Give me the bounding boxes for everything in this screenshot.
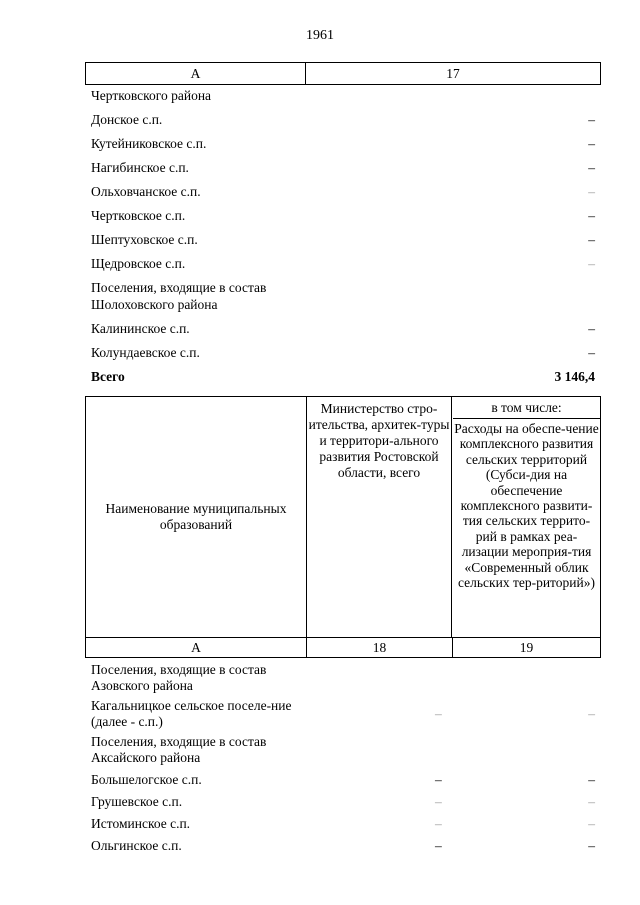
column-header-a: А xyxy=(86,638,307,657)
table-row xyxy=(85,183,601,200)
row-value-18: – xyxy=(435,838,442,853)
table-row xyxy=(85,255,601,272)
row-name: Большелогское с.п. xyxy=(91,772,202,787)
column-header-18: 18 xyxy=(307,638,453,657)
table-row xyxy=(85,772,601,788)
column-numbers-row xyxy=(85,637,601,658)
header-municipalities: Наименование муниципальных образований xyxy=(86,397,307,637)
row-value-18: – xyxy=(435,772,442,787)
row-value-18: – xyxy=(435,794,442,809)
table-row xyxy=(85,344,601,361)
row-name: Ольгинское с.п. xyxy=(91,838,182,853)
row-name: Ольховчанское с.п. xyxy=(91,184,201,199)
row-name: Чертковского района xyxy=(91,88,212,103)
row-value: – xyxy=(588,184,595,199)
table-row xyxy=(85,111,601,128)
row-name: Щедровское с.п. xyxy=(91,256,186,271)
table-row xyxy=(85,698,601,730)
row-value-19: – xyxy=(588,838,595,853)
table-continuation xyxy=(85,62,601,385)
table-row xyxy=(85,87,601,104)
row-name: Кутейниковское с.п. xyxy=(91,136,207,151)
row-value-19: – xyxy=(588,706,595,721)
row-value: – xyxy=(588,160,595,175)
row-name: Калининское с.п. xyxy=(91,321,190,336)
row-name: Истоминское с.п. xyxy=(91,816,191,831)
table-header xyxy=(85,396,601,637)
table-row xyxy=(85,838,601,854)
row-value: – xyxy=(588,136,595,151)
table-row xyxy=(85,135,601,152)
row-value: – xyxy=(588,232,595,247)
table-row xyxy=(85,734,601,766)
table-row xyxy=(85,794,601,810)
row-name: Поселения, входящие в состав Аксайского района xyxy=(91,734,267,765)
table-row xyxy=(85,159,601,176)
header-expenses: Расходы на обеспе-чение комплексного развития сельских территорий (Субси-дия на обеспечение комплексного развити-тия сельских террито-рий в рамках реа-лизации мероприя-тия «Современный облик сельских тер-риторий») xyxy=(454,421,599,591)
row-name: Грушевское с.п. xyxy=(91,794,183,809)
budget-table xyxy=(85,396,601,854)
table-row xyxy=(85,320,601,337)
row-value-19: – xyxy=(588,794,595,809)
row-name: Поселения, входящие в состав Азовского района xyxy=(91,662,267,693)
total-value: 3 146,4 xyxy=(554,369,595,384)
column-header-17: 17 xyxy=(446,66,460,81)
column-header-a: А xyxy=(86,63,306,84)
row-value-18: – xyxy=(435,816,442,831)
row-value: – xyxy=(588,321,595,336)
row-value: – xyxy=(588,208,595,223)
row-value: – xyxy=(588,345,595,360)
row-name: Кагальницкое сельское поселе-ние (далее - с.п.) xyxy=(91,698,292,729)
row-value-19: – xyxy=(588,772,595,787)
header-including: в том числе: xyxy=(453,397,600,419)
table-row xyxy=(85,231,601,248)
page-number: 1961 xyxy=(306,28,334,43)
row-name: Поселения, входящие в состав Шолоховского района xyxy=(91,280,267,312)
total-label: Всего xyxy=(91,369,125,384)
total-row xyxy=(85,368,601,385)
row-value-18: – xyxy=(435,706,442,721)
table-row xyxy=(85,207,601,224)
row-name: Колундаевское с.п. xyxy=(91,345,200,360)
row-value: – xyxy=(588,112,595,127)
row-name: Чертковское с.п. xyxy=(91,208,186,223)
header-ministry: Министерство стро-ительства, архитек-туры и территори-ального развития Ростовской области, всего xyxy=(307,397,452,637)
table-row xyxy=(85,279,311,313)
row-name: Донское с.п. xyxy=(91,112,163,127)
row-name: Шептуховское с.п. xyxy=(91,232,198,247)
table-header-row xyxy=(85,62,601,85)
column-header-19: 19 xyxy=(519,640,534,655)
table-row xyxy=(85,662,601,694)
row-value-19: – xyxy=(588,816,595,831)
row-name: Нагибинское с.п. xyxy=(91,160,189,175)
row-value: – xyxy=(588,256,595,271)
table-row xyxy=(85,816,601,832)
